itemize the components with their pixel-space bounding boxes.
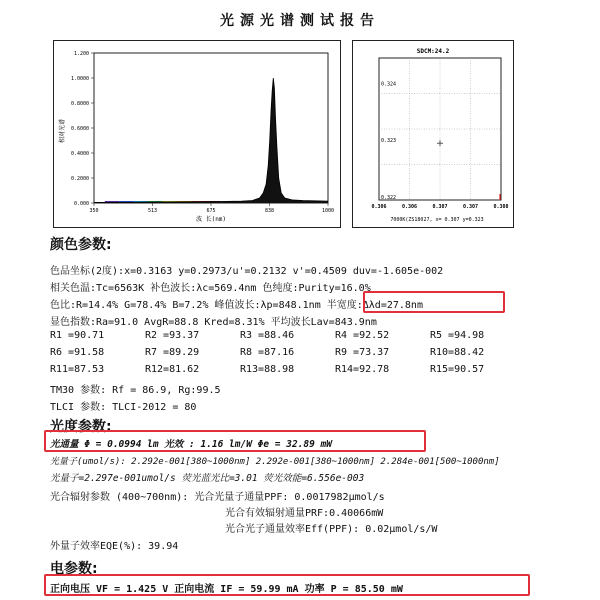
ri-value: R12=81.62	[145, 364, 200, 375]
spectrum-x-tick-label: 838	[264, 208, 275, 214]
ri-value: R6 =91.58	[50, 347, 105, 358]
cie-x-tick-label: 0.307	[432, 204, 448, 210]
ri-value: R13=88.98	[240, 364, 295, 375]
spectrum-chart	[54, 41, 340, 227]
report-title: 光源光谱测试报告	[220, 13, 380, 29]
cie-y-tick-label: 0.324	[381, 81, 397, 88]
ri-value: R10=88.42	[430, 347, 485, 358]
color-line-3: 色比:R=14.4% G=78.4% B=7.2% 峰值波长:λp=848.1nm 半宽度:Δλd=27.8nm	[50, 300, 423, 311]
par-line-1: 光合辐射参数 (400~700nm): 光合光量子通量PPF: 0.0017982μmol/s	[50, 492, 385, 503]
photon2-line: 光量子=2.297e-001umol/s 荧光蓝光比=3.01 荧光效能=6.556e-003	[50, 473, 365, 484]
ri-value: R7 =89.29	[145, 347, 200, 358]
ri-value: R5 =94.98	[430, 330, 485, 341]
spectrum-y-tick-label: 1.200	[73, 51, 89, 57]
tlci-line: TLCI 参数: TLCI-2012 = 80	[50, 402, 197, 413]
cie-x-tick-label: 0.306	[401, 204, 418, 210]
spectrum-xlabel: 波 长(nm)	[195, 216, 227, 223]
electrical-heading: 电参数:	[50, 561, 98, 577]
spectrum-chart-panel	[53, 40, 341, 228]
photometric-heading: 光度参数:	[50, 419, 112, 435]
cie-chart-panel	[352, 40, 514, 228]
color-heading: 颜色参数:	[50, 237, 112, 253]
cie-x-tick-label: 0.306	[371, 204, 387, 210]
ri-value: R11=87.53	[50, 364, 105, 375]
color-line-4: 显色指数:Ra=91.0 AvgR=88.8 Kred=8.31% 平均波长Lav=843.9nm	[50, 317, 377, 328]
ri-value: R14=92.78	[335, 364, 390, 375]
par-line-2: 光合有效辐射通量PRF:0.40066mW	[225, 508, 384, 519]
spectrum-y-tick-label: 0.6000	[70, 126, 89, 132]
cie-x-tick-label: 0.307	[462, 204, 479, 210]
ri-value: R1 =90.71	[50, 330, 105, 341]
spectrum-y-tick-label: 0.000	[73, 201, 89, 207]
spectrum-x-tick-label: 350	[89, 208, 99, 214]
ri-value: R2 =93.37	[145, 330, 200, 341]
spectrum-y-tick-label: 0.2000	[70, 176, 89, 182]
spectrum-y-tick-label: 0.4000	[70, 151, 89, 157]
spectrum-y-tick-label: 0.8000	[70, 101, 89, 107]
spectrum-x-tick-label: 513	[147, 208, 158, 214]
highlight-electrical	[44, 574, 530, 596]
ri-value: R15=90.57	[430, 364, 485, 375]
tm30-line: TM30 参数: Rf = 86.9, Rg:99.5	[50, 385, 221, 396]
cie-x-tick-label: 0.308	[493, 204, 509, 210]
par-line-3: 光合光子通量效率Eff(PPF): 0.02μmol/s/W	[225, 524, 438, 535]
eqe-line: 外量子效率EQE(%): 39.94	[50, 541, 179, 552]
flux-line: 光通量 Φ = 0.0994 lm 光效 : 1.16 lm/W Φe = 32.89 mW	[50, 439, 332, 450]
cie-y-tick-label: 0.322	[381, 195, 397, 201]
electrical-line: 正向电压 VF = 1.425 V 正向电流 IF = 59.99 mA 功率 P = 85.50 mW	[50, 584, 403, 595]
cie-footer: 7000K(ZS18027, x= 0.307 y=0.323	[390, 217, 484, 223]
cie-chart	[353, 41, 513, 227]
highlight-half-width	[363, 291, 505, 313]
spectrum-y-tick-label: 1.0000	[70, 76, 89, 82]
ri-value: R8 =87.16	[240, 347, 295, 358]
cie-header: SDCM:24.2	[416, 48, 450, 55]
spectrum-x-tick-label: 675	[206, 208, 216, 214]
spectrum-x-tick-label: 1000	[321, 208, 335, 214]
highlight-flux	[44, 430, 426, 452]
color-line-1: 色品坐标(2度):x=0.3163 y=0.2973/u'=0.2132 v'=0.4509 duv=-1.605e-002	[50, 266, 444, 277]
photon-line: 光量子(umol/s): 2.292e-001[380~1000nm] 2.292e-001[380~1000nm] 2.284e-001[500~1000nm]	[50, 457, 500, 467]
ri-value: R3 =88.46	[240, 330, 295, 341]
spectrum-ylabel: 相对光谱	[59, 118, 66, 144]
ri-value: R9 =73.37	[335, 347, 390, 358]
color-line-2: 相关色温:Tc=6563K 补色波长:λc=569.4nm 色纯度:Purity=16.0%	[50, 283, 371, 294]
cie-y-tick-label: 0.323	[381, 138, 397, 145]
ri-value: R4 =92.52	[335, 330, 390, 341]
